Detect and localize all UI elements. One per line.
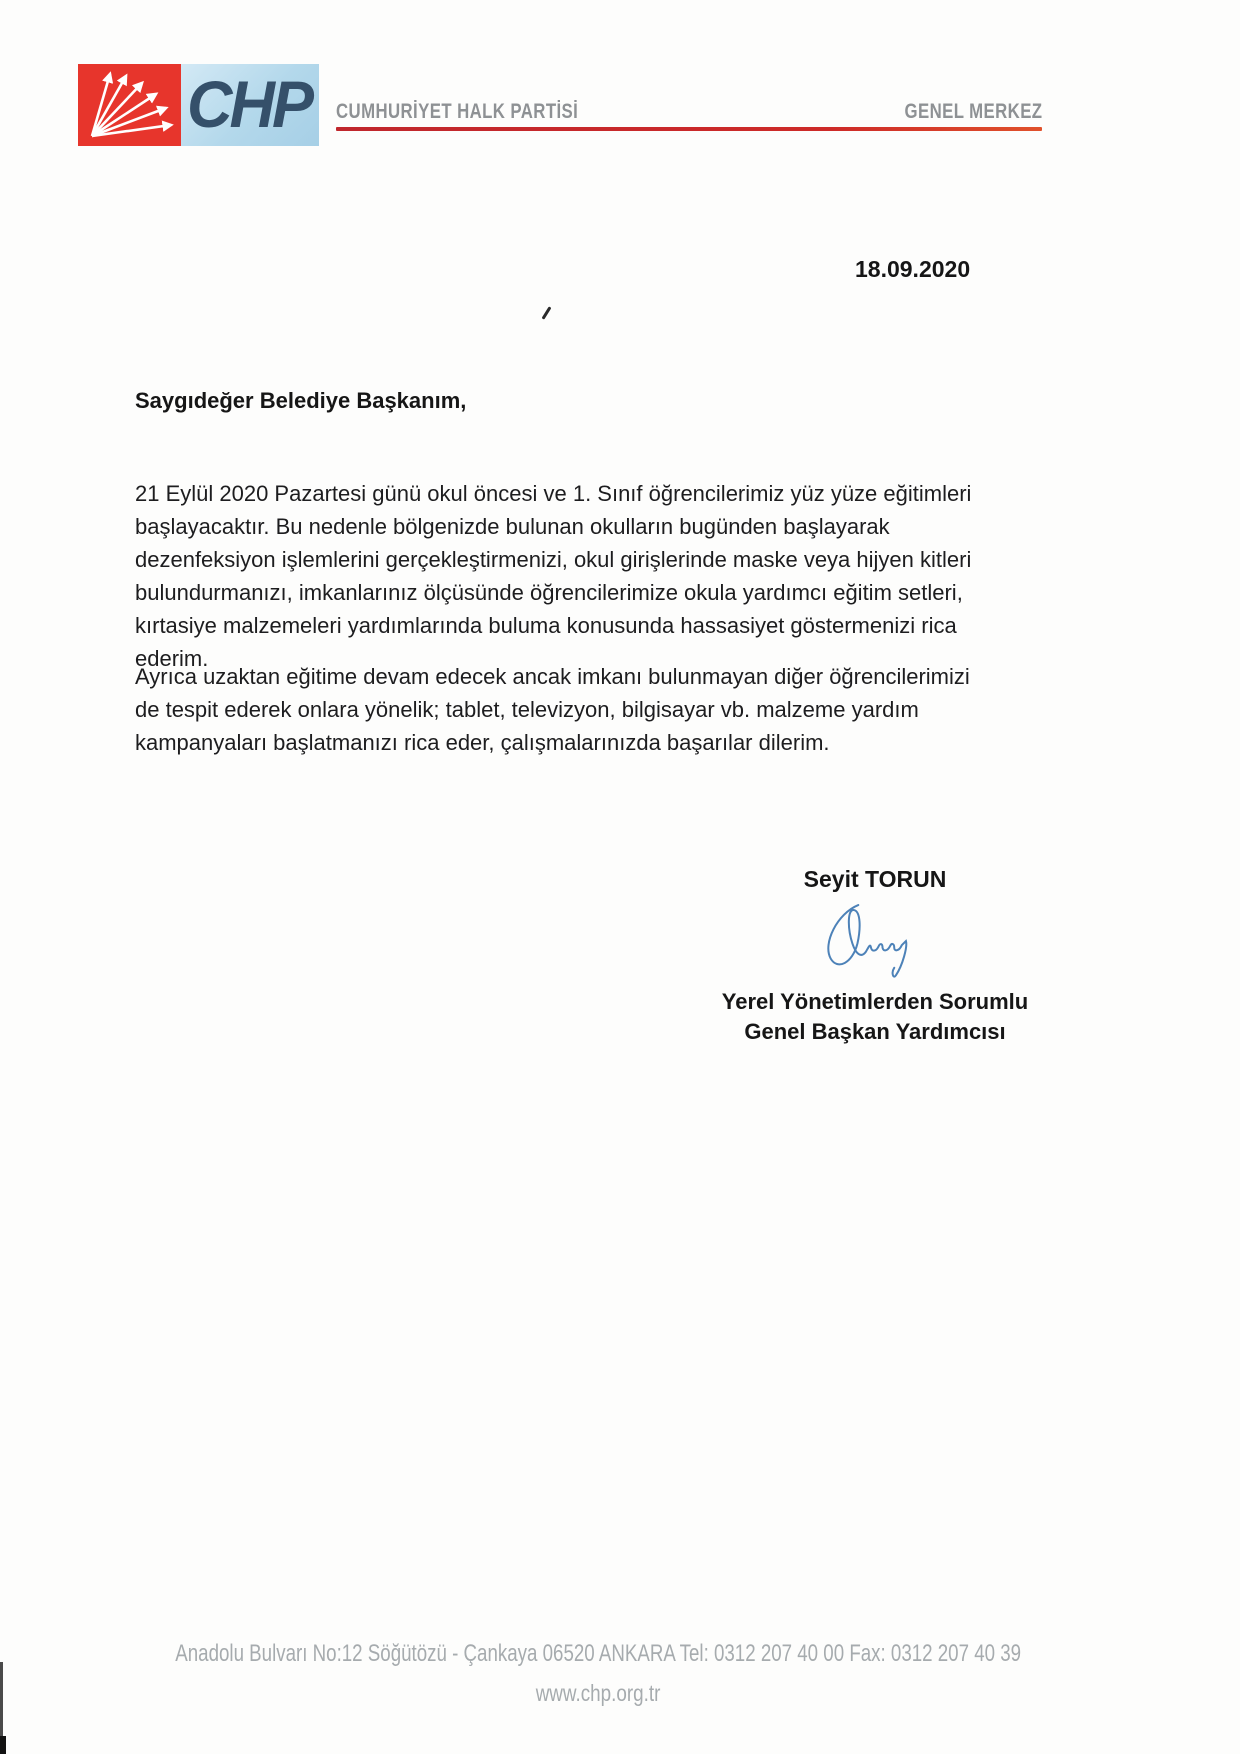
header-divider-rule — [336, 127, 1042, 131]
footer-website — [0, 1680, 1196, 1707]
footer-address — [0, 1640, 1196, 1668]
chp-logo — [78, 64, 319, 146]
office-name-label: GENEL MERKEZ — [904, 100, 1042, 123]
footer-address-text: Anadolu Bulvarı No:12 Söğütözü - Çankaya 06520 ANKARA Tel: 0312 207 40 00 Fax: 0312 207 40 39 — [175, 1640, 1021, 1667]
salutation: Saygıdeğer Belediye Başkanım, — [135, 388, 467, 413]
scan-artifact-edge-line — [0, 1662, 3, 1740]
paragraph-1: 21 Eylül 2020 Pazartesi günü okul öncesi ve 1. Sınıf öğrencilerimiz yüz yüze eğitimleri başlayacaktır. Bu nedenle bölgenizde bulunan okulların bugünden başlayarak dezenfeksiyon işlemlerini gerçekleştirmenizi, okul girişlerinde maske veya hijyen kitleri bulundurmanızı, imkanlarınız ölçüsünde öğrencilerimize okula yardımcı eğitim setleri, kırtasiye malzemeleri yardımlarında buluma konusunda hassasiyet göstermenizi rica ederim. — [135, 481, 972, 671]
paragraph-2: Ayrıca uzaktan eğitime devam edecek ancak imkanı bulunmayan diğer öğrencilerimizi de tespit ederek onlara yönelik; tablet, televizyon, bilgisayar vb. malzeme yardım kampanyaları başlatmanızı rica eder, çalışmalarınızda başarılar dilerim. — [135, 664, 970, 755]
party-name: CUMHURİYET HALK PARTİSİ — [336, 100, 579, 123]
six-arrows-icon — [78, 64, 181, 146]
office-name — [842, 100, 1042, 124]
scan-artifact-tick — [542, 306, 552, 319]
signer-name: Seyit TORUN — [803, 866, 947, 892]
handwritten-signature-icon — [804, 895, 946, 987]
footer-website-text: www.chp.org.tr — [535, 1680, 661, 1706]
signer-title-line2: Genel Başkan Yardımcısı — [744, 1019, 1006, 1044]
chp-wordmark: CHP — [187, 68, 312, 142]
letter-date: 18.09.2020 — [855, 256, 971, 282]
signer-title-line1: Yerel Yönetimlerden Sorumlu — [721, 989, 1029, 1014]
signature-block — [635, 866, 1115, 1047]
chp-logo-wordmark-box — [181, 64, 319, 146]
scan-artifact-edge-blob — [0, 1736, 6, 1754]
